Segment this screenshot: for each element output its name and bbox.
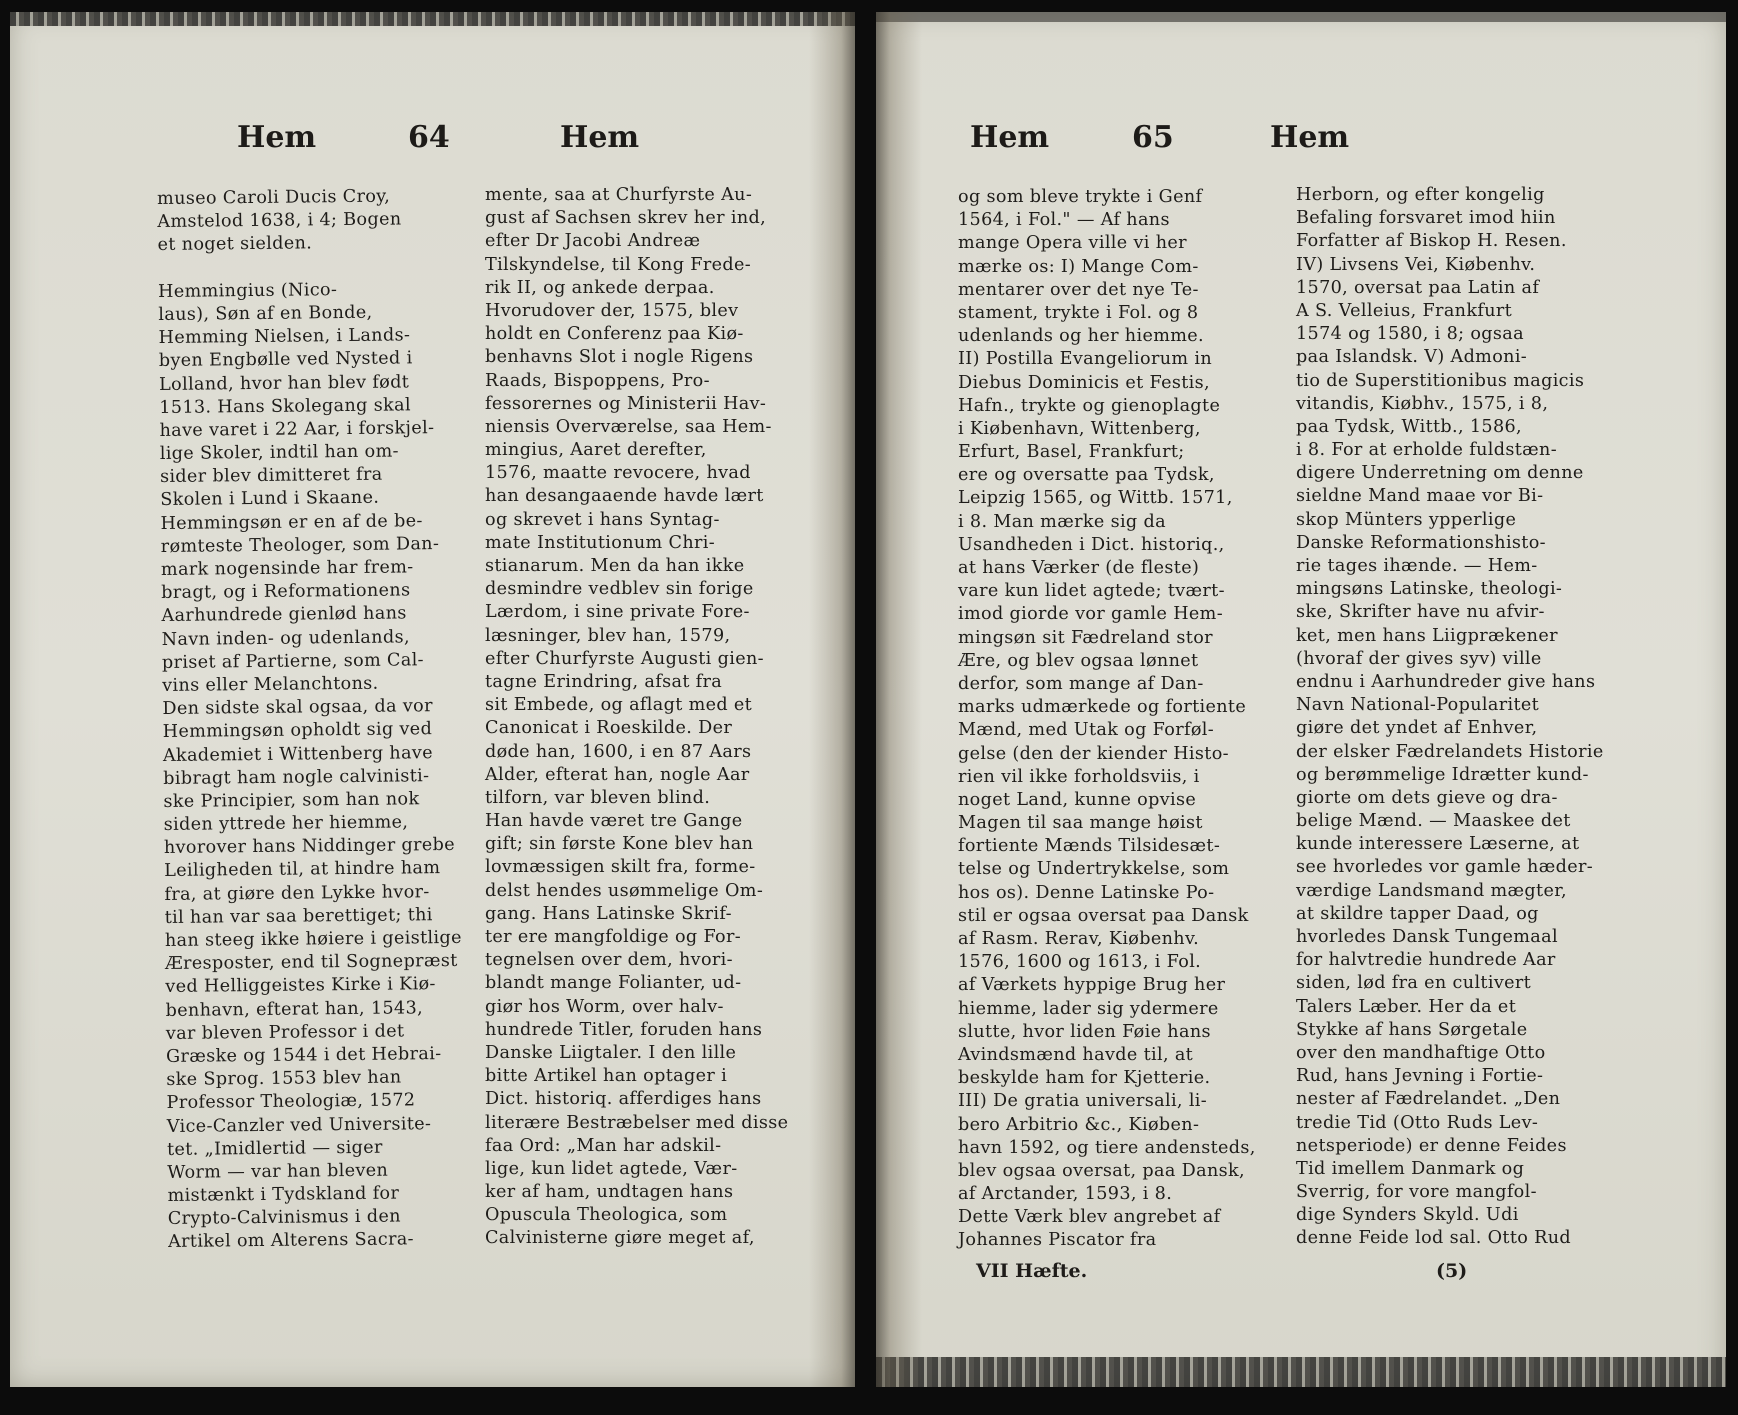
- text-line: Hvorudover der, 1575, blev: [485, 300, 739, 321]
- text-line: Sverrig, for vore mangfol-: [1296, 1182, 1537, 1203]
- text-line: i 8. For at erholde fuldstæn-: [1296, 440, 1558, 461]
- text-line: ske Sprog. 1553 blev han: [166, 1067, 402, 1091]
- text-line: laus), Søn af en Bonde,: [158, 302, 373, 325]
- text-line: Johannes Piscator fra: [958, 1230, 1157, 1251]
- text-line: sit Embede, og aflagt med et: [485, 695, 753, 716]
- text-line: et noget sielden.: [157, 233, 313, 256]
- text-line: Magen til saa mange høist: [958, 813, 1203, 834]
- text-line: giorte om dets gieve og dra-: [1296, 787, 1558, 808]
- text-line: der elsker Fædrelandets Historie: [1296, 741, 1604, 762]
- text-line: Mænd, med Utak og Forføl-: [958, 720, 1215, 741]
- text-line: Herborn, og efter kongelig: [1296, 185, 1545, 205]
- text-line: mange Opera ville vi her: [958, 233, 1187, 254]
- text-line: mark nogensinde har frem-: [160, 557, 414, 580]
- text-line: ket, men hans Liigprækener: [1296, 625, 1558, 646]
- text-line: 1576, maatte revocere, hvad: [485, 463, 751, 484]
- head-word-right: Hem: [1270, 120, 1350, 155]
- text-line: Usandheden i Dict. historiq.,: [958, 534, 1225, 555]
- text-line: paa Islandsk. V) Admoni-: [1296, 347, 1528, 368]
- text-line: Aarhundrede gienlød hans: [161, 603, 407, 627]
- text-line: mingsøns Latinske, theologi-: [1296, 579, 1563, 600]
- text-line: endnu i Aarhundreder give hans: [1296, 671, 1596, 692]
- text-line: Navn inden- og udenlands,: [161, 626, 410, 650]
- left-page: [10, 12, 855, 1387]
- head-word-left: Hem: [970, 120, 1050, 155]
- text-line: Han havde været tre Gange: [485, 811, 743, 832]
- text-line: ker af ham, undtagen hans: [485, 1182, 734, 1203]
- text-line: 1576, 1600 og 1613, i Fol.: [958, 952, 1202, 973]
- text-line: tegnelsen over dem, hvori-: [485, 950, 733, 971]
- text-line: literære Bestræbelser med disse: [485, 1112, 789, 1133]
- text-line: Crypto-Calvinismus i den: [167, 1206, 401, 1230]
- text-line: at hans Værker (de fleste): [958, 558, 1200, 578]
- text-line: giøre det yndet af Enhver,: [1296, 718, 1538, 739]
- text-line: Stykke af hans Sørgetale: [1296, 1019, 1528, 1040]
- text-line: bitte Artikel han optager i: [485, 1066, 728, 1087]
- running-head: [10, 120, 855, 166]
- text-line: Professor Theologiæ, 1572: [166, 1090, 416, 1114]
- text-line: i 8. Man mærke sig da: [958, 511, 1166, 532]
- text-line: mistænkt i Tydskland for: [167, 1183, 400, 1207]
- text-line: Hafn., trykte og gienoplagte: [958, 395, 1221, 416]
- text-line: døde han, 1600, i en 87 Aars: [485, 741, 752, 762]
- text-line: byen Engbølle ved Nysted i: [158, 348, 413, 372]
- page-edge-top: [876, 12, 1726, 22]
- text-line: tredie Tid (Otto Ruds Lev-: [1296, 1112, 1539, 1133]
- text-line: tet. „Imidlertid — siger: [166, 1137, 383, 1160]
- text-line: beskylde ham for Kjetterie.: [958, 1068, 1211, 1089]
- text-line: Leipzig 1565, og Wittb. 1571,: [958, 488, 1233, 509]
- text-line: at skildre tapper Daad, og: [1296, 903, 1539, 924]
- text-line: lige Skoler, indtil han om-: [159, 441, 399, 465]
- text-line: digere Underretning om denne: [1296, 463, 1584, 484]
- text-line: IV) Livsens Vei, Kiøbenhv.: [1296, 254, 1536, 275]
- text-line: Befaling forsvaret imod hiin: [1296, 208, 1556, 229]
- text-line: lige, kun lidet agtede, Vær-: [485, 1158, 738, 1179]
- text-line: ske, Skrifter have nu afvir-: [1296, 602, 1545, 623]
- signature-number: (5): [1436, 1260, 1468, 1282]
- text-line: Erfurt, Basel, Frankfurt;: [958, 442, 1185, 463]
- text-line: delst hendes usømmelige Om-: [485, 880, 764, 901]
- text-line: Danske Liigtaler. I den lille: [485, 1042, 737, 1063]
- head-word-right: Hem: [560, 120, 640, 155]
- text-line: stament, trykte i Fol. og 8: [958, 302, 1199, 323]
- text-line: over den mandhaftige Otto: [1296, 1042, 1546, 1063]
- text-line: Ære, og blev ogsaa lønnet: [958, 650, 1199, 671]
- text-line: benhavns Slot i nogle Rigens: [485, 347, 754, 368]
- text-column-2: [1296, 184, 1624, 1251]
- text-line: Talers Læber. Her da et: [1296, 996, 1517, 1017]
- text-line: havn 1592, og tiere andensteds,: [958, 1137, 1256, 1158]
- text-line: vitandis, Kiøbhv., 1575, i 8,: [1296, 393, 1549, 414]
- text-line: i Kiøbenhavn, Wittenberg,: [958, 418, 1201, 439]
- text-line: mate Institutionum Chri-: [485, 532, 716, 553]
- text-column-2: [485, 184, 803, 1251]
- text-line: Tilskyndelse, til Kong Frede-: [485, 254, 752, 275]
- text-line: af Arctander, 1593, i 8.: [958, 1184, 1173, 1205]
- signature-mark: VII Hæfte.: [976, 1260, 1088, 1282]
- text-line: rik II, og ankede derpaa.: [485, 277, 715, 298]
- text-line: Akademiet i Wittenberg have: [162, 742, 434, 766]
- text-line: rømteste Theologer, som Dan-: [160, 533, 440, 557]
- text-line: fortiente Mænds Tilsidesæt-: [958, 836, 1221, 857]
- text-line: mingsøn sit Fædreland stor: [958, 627, 1213, 648]
- text-line: dige Synders Skyld. Udi: [1296, 1205, 1519, 1226]
- text-line: Danske Reformationshisto-: [1296, 532, 1546, 553]
- text-line: kunde interessere Læserne, at: [1296, 834, 1580, 855]
- text-line: bragt, og i Reformationens: [161, 580, 411, 604]
- text-line: imod giorde vor gamle Hem-: [958, 604, 1223, 625]
- text-line: hiemme, lader sig ydermere: [958, 998, 1219, 1019]
- text-line: af Rasm. Rerav, Kiøbenhv.: [958, 929, 1200, 949]
- gutter-shadow: [876, 12, 922, 1387]
- text-line: Hemming Nielsen, i Lands-: [158, 325, 411, 349]
- text-line: Den sidste skal ogsaa, da vor: [162, 696, 433, 720]
- text-line: Raads, Bispoppens, Pro-: [485, 370, 710, 391]
- text-line: rien vil ikke forholdsviis, i: [958, 766, 1200, 787]
- text-line: tagne Erindring, afsat fra: [485, 671, 723, 692]
- text-line: [158, 254, 458, 280]
- text-line: ter ere mangfoldige og For-: [485, 927, 742, 947]
- text-line: Opuscula Theologica, som: [485, 1205, 728, 1226]
- text-line: Skolen i Lund i Skaane.: [160, 488, 380, 511]
- text-line: Græske og 1544 i det Hebrai-: [165, 1044, 442, 1067]
- text-line: hos os). Denne Latinske Po-: [958, 882, 1215, 903]
- text-line: Artikel om Alterens Sacra-: [167, 1229, 415, 1253]
- text-line: gift; sin første Kone blev han: [485, 834, 754, 855]
- text-line: 1570, oversat paa Latin af: [1296, 277, 1540, 298]
- text-line: blev ogsaa oversat, paa Dansk,: [958, 1160, 1245, 1181]
- text-line: til han var saa berettiget; thi: [164, 904, 433, 928]
- text-line: læsninger, blev han, 1579,: [485, 625, 731, 646]
- text-line: Hemmingius (Nico-: [157, 279, 338, 302]
- text-line: siden, lød fra en cultivert: [1296, 973, 1532, 994]
- text-line: giør hos Worm, over halv-: [485, 996, 724, 1017]
- text-line: Amstelod 1638, i 4; Bogen: [157, 209, 402, 233]
- text-line: sieldne Mand maae vor Bi-: [1296, 486, 1544, 507]
- page-number: 64: [408, 120, 450, 155]
- text-line: 1574 og 1580, i 8; ogsaa: [1296, 324, 1524, 345]
- text-line: gang. Hans Latinske Skrif-: [485, 903, 732, 924]
- text-line: faa Ord: „Man har adskil-: [485, 1135, 722, 1156]
- text-line: Æresposter, end til Sognepræst: [165, 951, 458, 975]
- text-line: Dict. historiq. afferdiges hans: [485, 1089, 762, 1110]
- text-line: Forfatter af Biskop H. Resen.: [1296, 231, 1567, 252]
- text-column-1: [958, 186, 1286, 1253]
- text-line: niensis Overværelse, saa Hem-: [485, 416, 772, 437]
- text-line: blandt mange Folianter, ud-: [485, 973, 742, 994]
- text-line: tio de Superstitionibus magicis: [1296, 370, 1585, 391]
- text-line: Leiligheden til, at hindre ham: [164, 858, 441, 882]
- text-line: 1564, i Fol." — Af hans: [958, 210, 1170, 231]
- text-line: var bleven Professor i det: [165, 1021, 405, 1044]
- text-line: sider blev dimitteret fra: [159, 464, 383, 488]
- text-line: netsperiode) er denne Feides: [1296, 1135, 1567, 1156]
- text-line: Calvinisterne giøre meget af,: [485, 1228, 755, 1249]
- running-head: [876, 120, 1726, 166]
- text-line: 1513. Hans Skolegang skal: [159, 395, 411, 418]
- text-line: ske Principier, som han nok: [163, 789, 420, 812]
- text-line: Alder, efterat han, nogle Aar: [485, 764, 750, 785]
- text-line: tilforn, var bleven blind.: [485, 787, 711, 808]
- text-line: hvorover hans Niddinger grebe: [163, 835, 456, 859]
- text-line: vare kun lidet agtede; tvært-: [958, 581, 1225, 602]
- text-line: han steeg ikke høiere i geistlige: [164, 927, 462, 951]
- text-line: Navn National-Popularitet: [1296, 695, 1540, 716]
- text-line: hvorledes Dansk Tungemaal: [1296, 927, 1558, 947]
- text-line: Worm — var han bleven: [167, 1160, 389, 1183]
- text-line: og som bleve trykte i Genf: [958, 187, 1203, 207]
- text-line: skop Münters ypperlige: [1296, 509, 1517, 530]
- text-line: belige Mænd. — Maaskee det: [1296, 811, 1571, 832]
- text-line: desmindre vedblev sin forige: [485, 579, 754, 600]
- text-line: paa Tydsk, Wittb., 1586,: [1296, 416, 1522, 437]
- text-line: han desangaaende havde lært: [485, 486, 764, 507]
- text-line: denne Feide lod sal. Otto Rud: [1296, 1228, 1572, 1249]
- text-line: af Værkets hyppige Brug her: [958, 975, 1226, 996]
- text-line: udenlands og her hiemme.: [958, 326, 1205, 347]
- text-line: noget Land, kunne opvise: [958, 789, 1197, 810]
- text-line: Lærdom, i sine private Fore-: [485, 602, 750, 623]
- text-line: siden yttrede her hiemme,: [163, 812, 409, 836]
- text-line: ere og oversatte paa Tydsk,: [958, 465, 1215, 486]
- text-line: bibragt ham nogle calvinisti-: [163, 765, 430, 789]
- text-line: nester af Fædrelandet. „Den: [1296, 1089, 1561, 1110]
- head-word-left: Hem: [237, 120, 317, 155]
- text-line: (hvoraf der gives syv) ville: [1296, 648, 1542, 669]
- text-line: Hemmingsøn er en af de be-: [160, 510, 423, 534]
- text-line: stil er ogsaa oversat paa Dansk: [958, 905, 1249, 926]
- text-line: bero Arbitrio &c., Kiøben-: [958, 1114, 1200, 1135]
- text-line: stianarum. Men da han ikke: [485, 556, 745, 576]
- page-edge: [876, 1357, 1726, 1387]
- text-line: mærke os: I) Mange Com-: [958, 256, 1199, 277]
- gutter-shadow: [809, 12, 855, 1387]
- text-line: hundrede Titler, foruden hans: [485, 1019, 763, 1040]
- text-line: Hemmingsøn opholdt sig ved: [162, 719, 433, 743]
- text-line: holdt en Conferenz paa Kiø-: [485, 324, 744, 345]
- right-page: [876, 12, 1726, 1387]
- text-line: Tid imellem Danmark og: [1296, 1158, 1525, 1179]
- text-line: og berømmelige Idrætter kund-: [1296, 764, 1589, 785]
- text-line: og skrevet i hans Syntag-: [485, 509, 720, 530]
- text-line: Dette Værk blev angrebet af: [958, 1207, 1221, 1228]
- text-line: fessorernes og Ministerii Hav-: [485, 393, 767, 414]
- text-column-1: [157, 185, 468, 1255]
- page-edge: [10, 12, 855, 26]
- text-line: vins eller Melanchtons.: [162, 673, 379, 696]
- text-line: Canonicat i Roeskilde. Der: [485, 718, 733, 739]
- text-line: fra, at giøre den Lykke hvor-: [164, 881, 430, 905]
- text-line: see hvorledes vor gamle hæder-: [1296, 857, 1594, 878]
- text-line: mingius, Aaret derefter,: [485, 440, 707, 461]
- text-line: Vice-Canzler ved Universite-: [166, 1113, 432, 1137]
- text-line: ved Helliggeistes Kirke i Kiø-: [165, 974, 436, 998]
- text-line: marks udmærkede og fortiente: [958, 697, 1247, 718]
- text-line: museo Caroli Ducis Croy,: [157, 186, 391, 209]
- text-line: Rud, hans Jevning i Fortie-: [1296, 1066, 1544, 1087]
- text-line: lovmæssigen skilt fra, forme-: [485, 857, 756, 878]
- text-line: telse og Undertrykkelse, som: [958, 859, 1230, 880]
- text-line: Lolland, hvor han blev født: [158, 371, 410, 395]
- text-line: priset af Partierne, som Cal-: [161, 649, 425, 673]
- text-line: efter Churfyrste Augusti gien-: [485, 648, 764, 669]
- text-line: mente, saa at Churfyrste Au-: [485, 185, 753, 205]
- text-line: for halvtredie hundrede Aar: [1296, 950, 1556, 971]
- text-line: gelse (den der kiender Histo-: [958, 743, 1229, 764]
- text-line: rie tages ihænde. — Hem-: [1296, 556, 1538, 576]
- text-line: II) Postilla Evangeliorum in: [958, 349, 1213, 370]
- page-number: 65: [1132, 120, 1174, 155]
- text-line: mentarer over det nye Te-: [958, 279, 1199, 300]
- text-line: have varet i 22 Aar, i forskjel-: [159, 417, 435, 441]
- text-line: slutte, hvor liden Føie hans: [958, 1021, 1211, 1042]
- text-line: A S. Velleius, Frankfurt: [1296, 300, 1513, 321]
- text-line: Diebus Dominicis et Festis,: [958, 372, 1210, 393]
- text-line: Avindsmænd havde til, at: [958, 1044, 1194, 1065]
- text-line: derfor, som mange af Dan-: [958, 673, 1204, 694]
- text-line: benhavn, efterat han, 1543,: [165, 997, 424, 1021]
- text-line: efter Dr Jacobi Andreæ: [485, 231, 701, 252]
- text-line: værdige Landsmand mægter,: [1296, 880, 1567, 901]
- text-line: III) De gratia universali, li-: [958, 1091, 1208, 1112]
- text-line: gust af Sachsen skrev her ind,: [485, 208, 767, 229]
